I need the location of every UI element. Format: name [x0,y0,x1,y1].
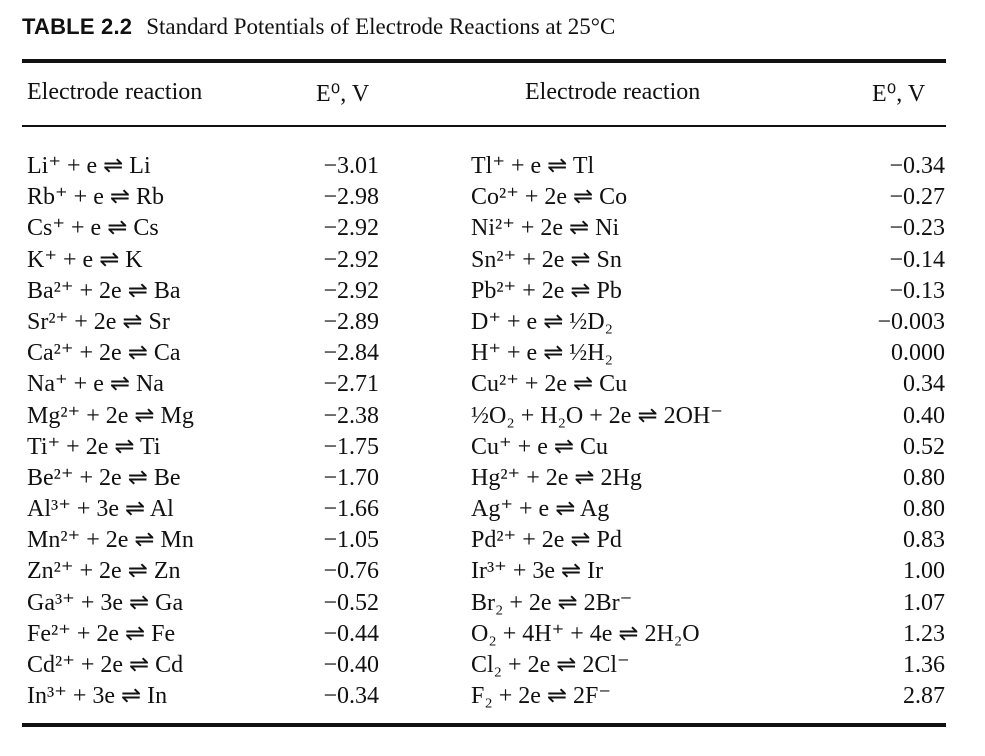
header-reaction-left: Electrode reaction [27,79,203,105]
table-cell: 1.36 [903,652,945,678]
table-cell: −0.003 [877,308,945,335]
table-cell: Zn²⁺ + 2e ⇌ Zn [27,558,181,585]
table-cell: −0.40 [323,652,379,678]
table-cell: −2.38 [323,402,379,429]
table-cell: Sr²⁺ + 2e ⇌ Sr [27,308,170,335]
header-rule [22,125,946,127]
table-cell: Ag⁺ + e ⇌ Ag [471,496,610,523]
top-rule [22,59,946,63]
table-cell: 0.83 [903,527,945,554]
table-cell: Fe²⁺ + 2e ⇌ Fe [27,620,176,647]
table-cell: −0.34 [889,153,945,179]
table-title: Standard Potentials of Electrode Reactions at 25°C [146,14,616,39]
table-cell: H⁺ + e ⇌ ½H₂ [471,340,613,367]
table-cell: 0.34 [903,371,945,398]
table-cell: D⁺ + e ⇌ ½D₂ [471,308,613,335]
table-cell: K⁺ + e ⇌ K [27,246,143,273]
table-cell: 1.23 [903,620,945,647]
table-cell: Ba²⁺ + 2e ⇌ Ba [27,277,181,304]
table-cell: 0.80 [903,496,945,523]
table-cell: −2.98 [323,184,379,211]
table-cell: −2.92 [323,215,379,242]
table-cell: Cu⁺ + e ⇌ Cu [471,433,608,460]
table-cell: Br₂ + 2e ⇌ 2Br⁻ [471,589,633,616]
table-cell: −0.13 [889,277,945,304]
table-cell: −2.89 [323,308,379,335]
table-cell: Li⁺ + e ⇌ Li [27,153,151,179]
table-cell: In³⁺ + 3e ⇌ In [27,683,168,710]
table-cell: Mn²⁺ + 2e ⇌ Mn [27,527,194,554]
table-cell: −3.01 [323,153,379,179]
right-potential-column [850,151,945,712]
table-cell: 0.52 [903,433,945,460]
table-cell: 0.80 [903,464,945,491]
table-cell: F₂ + 2e ⇌ 2F⁻ [471,683,612,710]
table-cell: −0.52 [323,589,379,616]
table-cell: 1.00 [903,558,945,585]
table-cell: −0.14 [889,246,945,273]
table-cell: ½O₂ + H₂O + 2e ⇌ 2OH⁻ [471,402,723,429]
table-cell: Pb²⁺ + 2e ⇌ Pb [471,277,622,304]
table-cell: −2.84 [323,340,379,367]
table-cell: Hg²⁺ + 2e ⇌ 2Hg [471,464,642,491]
table-cell: Rb⁺ + e ⇌ Rb [27,184,164,211]
table-cell: 0.40 [903,402,945,429]
table-cell: O₂ + 4H⁺ + 4e ⇌ 2H₂O [471,620,700,647]
table-cell: Tl⁺ + e ⇌ Tl [471,153,595,179]
table-cell: −0.44 [323,620,379,647]
right-reaction-column [471,151,723,712]
table-cell: Ti⁺ + 2e ⇌ Ti [27,433,161,460]
table-cell: −0.76 [323,558,379,585]
table-cell: −2.71 [323,371,379,398]
table-cell: Be²⁺ + 2e ⇌ Be [27,464,181,491]
table-cell: Ni²⁺ + 2e ⇌ Ni [471,215,620,242]
table-cell: Cu²⁺ + 2e ⇌ Cu [471,371,628,398]
bottom-rule [22,723,946,727]
table-number: TABLE 2.2 [22,14,133,39]
table-cell: Ca²⁺ + 2e ⇌ Ca [27,340,181,367]
header-reaction-right: Electrode reaction [525,79,701,105]
table-cell: Pd²⁺ + 2e ⇌ Pd [471,527,622,554]
table-cell: 0.000 [891,340,945,367]
table-cell: Na⁺ + e ⇌ Na [27,371,164,398]
table-cell: Cs⁺ + e ⇌ Cs [27,215,159,242]
table-cell: Sn²⁺ + 2e ⇌ Sn [471,246,622,273]
table-cell: −1.75 [323,433,379,460]
table-cell: Ir³⁺ + 3e ⇌ Ir [471,558,604,585]
table-cell: Co²⁺ + 2e ⇌ Co [471,184,628,211]
table-cell: −2.92 [323,277,379,304]
table-cell: Mg²⁺ + 2e ⇌ Mg [27,402,194,429]
table-cell: −0.34 [323,683,379,710]
left-potential-column [306,151,379,712]
table-caption [22,14,615,40]
left-reaction-column [27,151,194,712]
table-cell: −1.66 [323,496,379,523]
table-cell: Cl₂ + 2e ⇌ 2Cl⁻ [471,652,630,678]
table-cell: −0.27 [889,184,945,211]
header-potential-right: E⁰, V [872,81,926,107]
table-cell: Al³⁺ + 3e ⇌ Al [27,496,174,523]
table-cell: −1.70 [323,464,379,491]
table-cell: −1.05 [323,527,379,554]
table-cell: −0.23 [889,215,945,242]
header-potential-left: E⁰, V [316,81,370,107]
table-cell: −2.92 [323,246,379,273]
table-cell: 1.07 [903,589,945,616]
table-cell: Ga³⁺ + 3e ⇌ Ga [27,589,184,616]
table-cell: Cd²⁺ + 2e ⇌ Cd [27,652,184,678]
table-cell: 2.87 [903,683,945,710]
